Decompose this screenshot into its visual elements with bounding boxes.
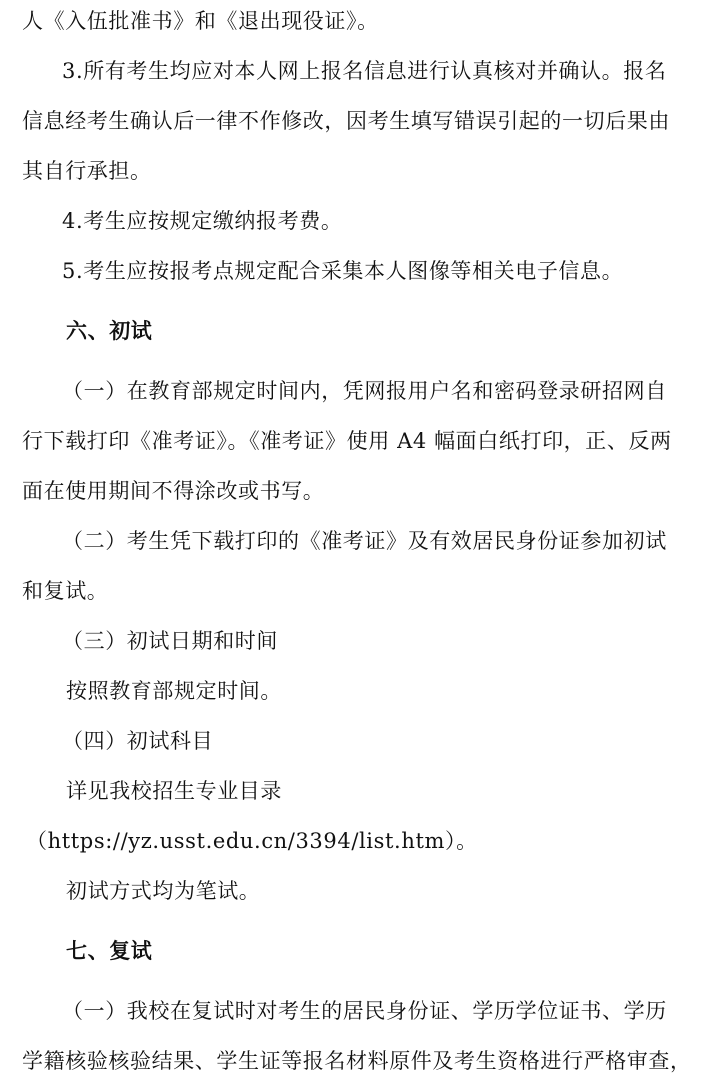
- text: 学籍核验核验结果、学生证等报名材料原件及考生资格进行严格审查，: [22, 1049, 692, 1073]
- paragraph-line: [0, 716, 714, 766]
- paragraph-line: [0, 566, 714, 616]
- paragraph-line: [0, 246, 714, 296]
- text: （一）在教育部规定时间内，凭网报用户名和密码登录研招网自: [62, 379, 667, 403]
- paragraph-line: [0, 616, 714, 666]
- text: 人《入伍批准书》和《退出现役证》。: [22, 9, 379, 33]
- text: （二）考生凭下载打印的《准考证》及有效居民身份证参加初试: [62, 529, 667, 553]
- text: 5.考生应按报考点规定配合采集本人图像等相关电子信息。: [62, 259, 624, 283]
- text: 和复试。: [22, 579, 109, 603]
- text: 3.所有考生均应对本人网上报名信息进行认真核对并确认。报名: [62, 59, 667, 83]
- paragraph-line: [0, 466, 714, 516]
- text: 按照教育部规定时间。: [66, 679, 282, 703]
- text: 其自行承担。: [22, 159, 152, 183]
- heading-text: 七、复试: [66, 938, 153, 963]
- paragraph-line: [0, 96, 714, 146]
- url-text: （https://yz.usst.edu.cn/3394/list.htm）。: [26, 829, 478, 853]
- text: 信息经考生确认后一律不作修改，因考生填写错误引起的一切后果由: [22, 109, 670, 133]
- paragraph-line: [0, 146, 714, 196]
- text: 初试方式均为笔试。: [66, 879, 261, 903]
- paragraph-line: [0, 986, 714, 1036]
- url-line: [0, 816, 714, 866]
- paragraph-line: [0, 0, 714, 46]
- paragraph-line: [0, 46, 714, 96]
- text: （一）我校在复试时对考生的居民身份证、学历学位证书、学历: [62, 999, 667, 1023]
- paragraph-line: [0, 866, 714, 916]
- paragraph-line: [0, 366, 714, 416]
- heading-text: 六、初试: [66, 318, 153, 343]
- paragraph-line: [0, 666, 714, 716]
- text: 面在使用期间不得涂改或书写。: [22, 479, 325, 503]
- text: （三）初试日期和时间: [62, 629, 278, 653]
- text: 4.考生应按规定缴纳报考费。: [62, 209, 343, 233]
- text: 行下载打印《准考证》。《准考证》使用 A4 幅面白纸打印，正、反两: [22, 429, 672, 453]
- paragraph-line: [0, 516, 714, 566]
- paragraph-line: [0, 766, 714, 816]
- section-heading: [0, 926, 714, 976]
- paragraph-line: [0, 196, 714, 246]
- section-heading: [0, 306, 714, 356]
- text: 详见我校招生专业目录: [66, 779, 282, 803]
- paragraph-line: [0, 416, 714, 466]
- paragraph-line: [0, 1036, 714, 1086]
- text: （四）初试科目: [62, 729, 214, 753]
